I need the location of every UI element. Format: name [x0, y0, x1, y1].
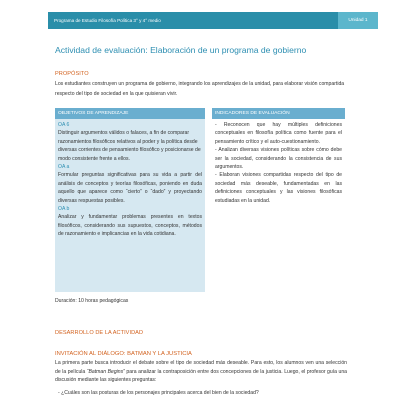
objective-text: Analizar y fundamentar problemas presentes en textos filosóficos, considerando sus supuestos, conceptos, métodos de razonamiento e implicancias en la vida cotidiana. [58, 214, 202, 238]
indicator-item: - Analizan diversas visiones políticas sobre cómo debe ser la sociedad, considerando la consistencia de sus argumentos. [215, 147, 342, 171]
program-title: Programa de Estudio Filosofía Política 3° y 4° medio [54, 18, 161, 23]
indicators-heading: INDICADORES DE EVALUACIÓN [212, 108, 345, 119]
invitation-subheading: INVITACIÓN AL DIÁLOGO: BATMAN Y LA JUSTICIA [55, 351, 192, 357]
desarrollo-heading: DESARROLLO DE LA ACTIVIDAD [55, 330, 144, 336]
objective-label: OA a [58, 164, 70, 171]
objectives-table [55, 108, 345, 292]
indicator-item: - Elaboran visiones compartidas respecto del tipo de sociedad más deseable, fundamentadas en las definiciones conceptuales y las visiones filosóficas estudiadas en la unidad. [215, 172, 342, 204]
proposito-heading: PROPÓSITO [55, 71, 89, 77]
objective-label: OA b [58, 206, 70, 213]
indicators-list [212, 119, 345, 205]
proposito-text: Los estudiantes construyen un programa de gobierno, integrando los aprendizajes de la unidad, para elaborar visión compartida respecto del tipo de sociedad en la que quisieran vivir. [55, 81, 345, 97]
header-bar [48, 12, 378, 29]
unit-label: Unidad 1 [338, 12, 378, 29]
objectives-list [55, 119, 205, 239]
description-part: La primera parte busca introducir el debate sobre el tipo de sociedad más deseable. Para esto, los alumnos ven una selección de la película [55, 360, 347, 375]
duration-text: Duración: 10 horas pedagógicas [55, 298, 129, 304]
objective-label: OA 6 [58, 122, 70, 128]
activity-title: Actividad de evaluación: Elaboración de un programa de gobierno [55, 45, 307, 55]
question-item: - ¿Cuáles son las posturas de los personajes principales acerca del bien de la sociedad? [58, 390, 259, 396]
objective-text: Distinguir argumentos válidos o falaces, a fin de comparar razonamientos filosóficos relativos al poder y la política desde diversas corrientes de pensamiento filosófico y posicionarse de modo consistente frente a ellos. [58, 130, 201, 162]
objective-text: Formular preguntas significativas para su vida a partir del análisis de conceptos y teorías filosóficas, poniendo en duda aquello que aparece como “cierto” o “dado” y proyectando diversas respuestas posibles. [58, 172, 202, 204]
description-part: para analizar la contraposición entre dos concepciones de la justicia. Luego, el profesor guía una discusión mediante las siguientes preguntas: [55, 368, 348, 384]
objectives-column [55, 108, 205, 292]
film-title: “Batman Begins” [86, 368, 125, 375]
activity-description [55, 359, 347, 385]
indicators-column [212, 108, 345, 292]
indicator-item: - Reconocen que hay múltiples definiciones conceptuales en filosofía política como fuente para el pensamiento crítico y el auto-cuestionamiento. [215, 122, 342, 145]
objectives-heading: OBJETIVOS DE APRENDIZAJE [55, 108, 205, 119]
